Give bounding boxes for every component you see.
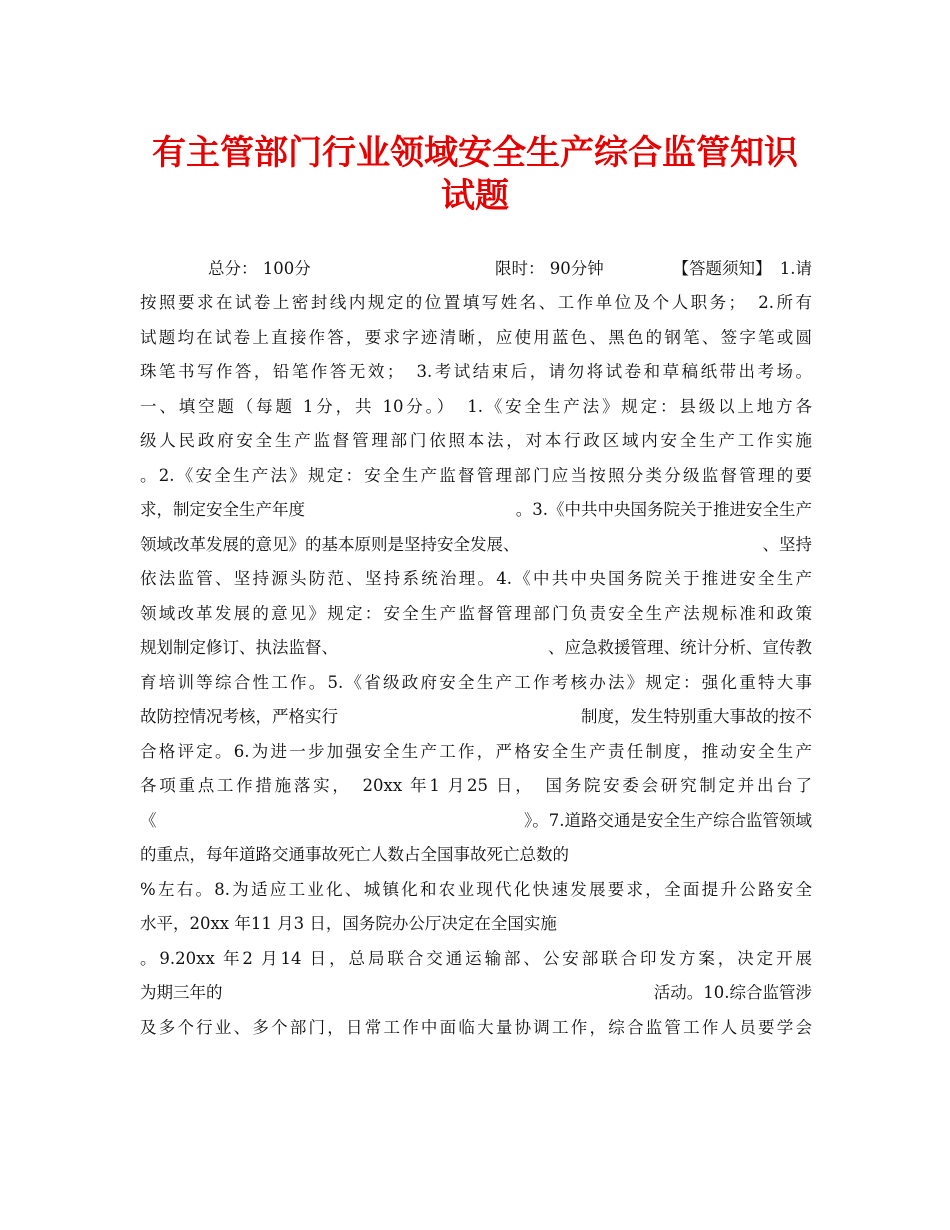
line-left-part: 规划制定修订、执法监督、 [140,638,338,657]
text-line: 各项重点工作措施落实， 20xx 年1 月25 日， 国务院安委会研究制定并出台了 [140,776,812,795]
document-title-line-2: 试题 [441,176,509,216]
line-left-part: 故防控情况考核，严格实行 [140,707,338,726]
line-left-part: 《 [140,811,157,830]
text-line [140,528,812,562]
line-right-part: 、坚持 [762,535,812,554]
text-line: 育培训等综合性工作。5.《省级政府安全生产工作考核办法》规定：强化重特大事 [140,673,812,692]
time-limit: 限时： 90分钟 [495,259,604,278]
line-right-part: 》。7.道路交通是安全生产综合监管领域 [524,811,812,830]
text-line: 珠笔书写作答，铅笔作答无效； 3.考试结束后，请勿将试卷和草稿纸带出考场。 [140,362,812,381]
text-line: 。2.《安全生产法》规定：安全生产监督管理部门应当按照分类分级监督管理的要 [140,466,812,485]
line-right-part: 、应急救援管理、统计分析、宣传教 [548,638,812,657]
line-right-part: 制度，发生特别重大事故的按不 [581,707,812,726]
text-line: 及多个行业、多个部门，日常工作中面临大量协调工作，综合监管工作人员要学会 [140,1018,812,1037]
text-line: 。9.20xx 年2 月14 日，总局联合交通运输部、公安部联合印发方案，决定开展 [140,949,812,968]
text-line: 的重点，每年道路交通事故死亡人数占全国事故死亡总数的 [140,845,569,864]
line-left-part: 领域改革发展的意见》的基本原则是坚持安全发展、 [140,535,520,554]
line-left-part: 求，制定安全生产年度 [140,500,305,519]
text-line: 一、填空题（每题 1分，共 10分。） 1.《安全生产法》规定：县级以上地方各 [140,397,812,416]
text-line: 按照要求在试卷上密封线内规定的位置填写姓名、工作单位及个人职务； 2.所有 [140,293,812,312]
line-left-part: 为期三年的 [140,983,223,1002]
text-line [140,631,812,665]
text-line [140,804,812,838]
text-line: 领域改革发展的意见》规定：安全生产监督管理部门负责安全生产法规标准和政策 [140,604,812,623]
text-line: 合格评定。6.为进一步加强安全生产工作，严格安全生产责任制度，推动安全生产 [140,742,812,761]
text-line: 试题均在试卷上直接作答，要求字迹清晰，应使用蓝色、黑色的钢笔、签字笔或圆 [140,328,812,347]
text-line [140,976,812,1010]
exam-header-line [140,252,812,286]
line-right-part: 。3.《中共中央国务院关于推进安全生产 [515,500,812,519]
text-line [140,700,812,734]
text-line: 依法监管、坚持源头防范、坚持系统治理。4.《中共中央国务院关于推进安全生产 [140,569,812,588]
text-line: 水平，20xx 年11 月3 日，国务院办公厅决定在全国实施 [140,914,557,933]
line-right-part: 活动。10.综合监管涉 [653,983,812,1002]
document-title-line-1: 有主管部门行业领域安全生产综合监管知识 [152,133,798,173]
text-line: %左右。8.为适应工业化、城镇化和农业现代化快速发展要求，全面提升公路安全 [140,880,812,899]
text-line [140,493,812,527]
total-score: 总分： 100分 [208,259,311,278]
text-line: 级人民政府安全生产监督管理部门依照本法，对本行政区域内安全生产工作实施 [140,431,812,450]
notice-start: 【答题须知】 1.请 [672,259,812,278]
